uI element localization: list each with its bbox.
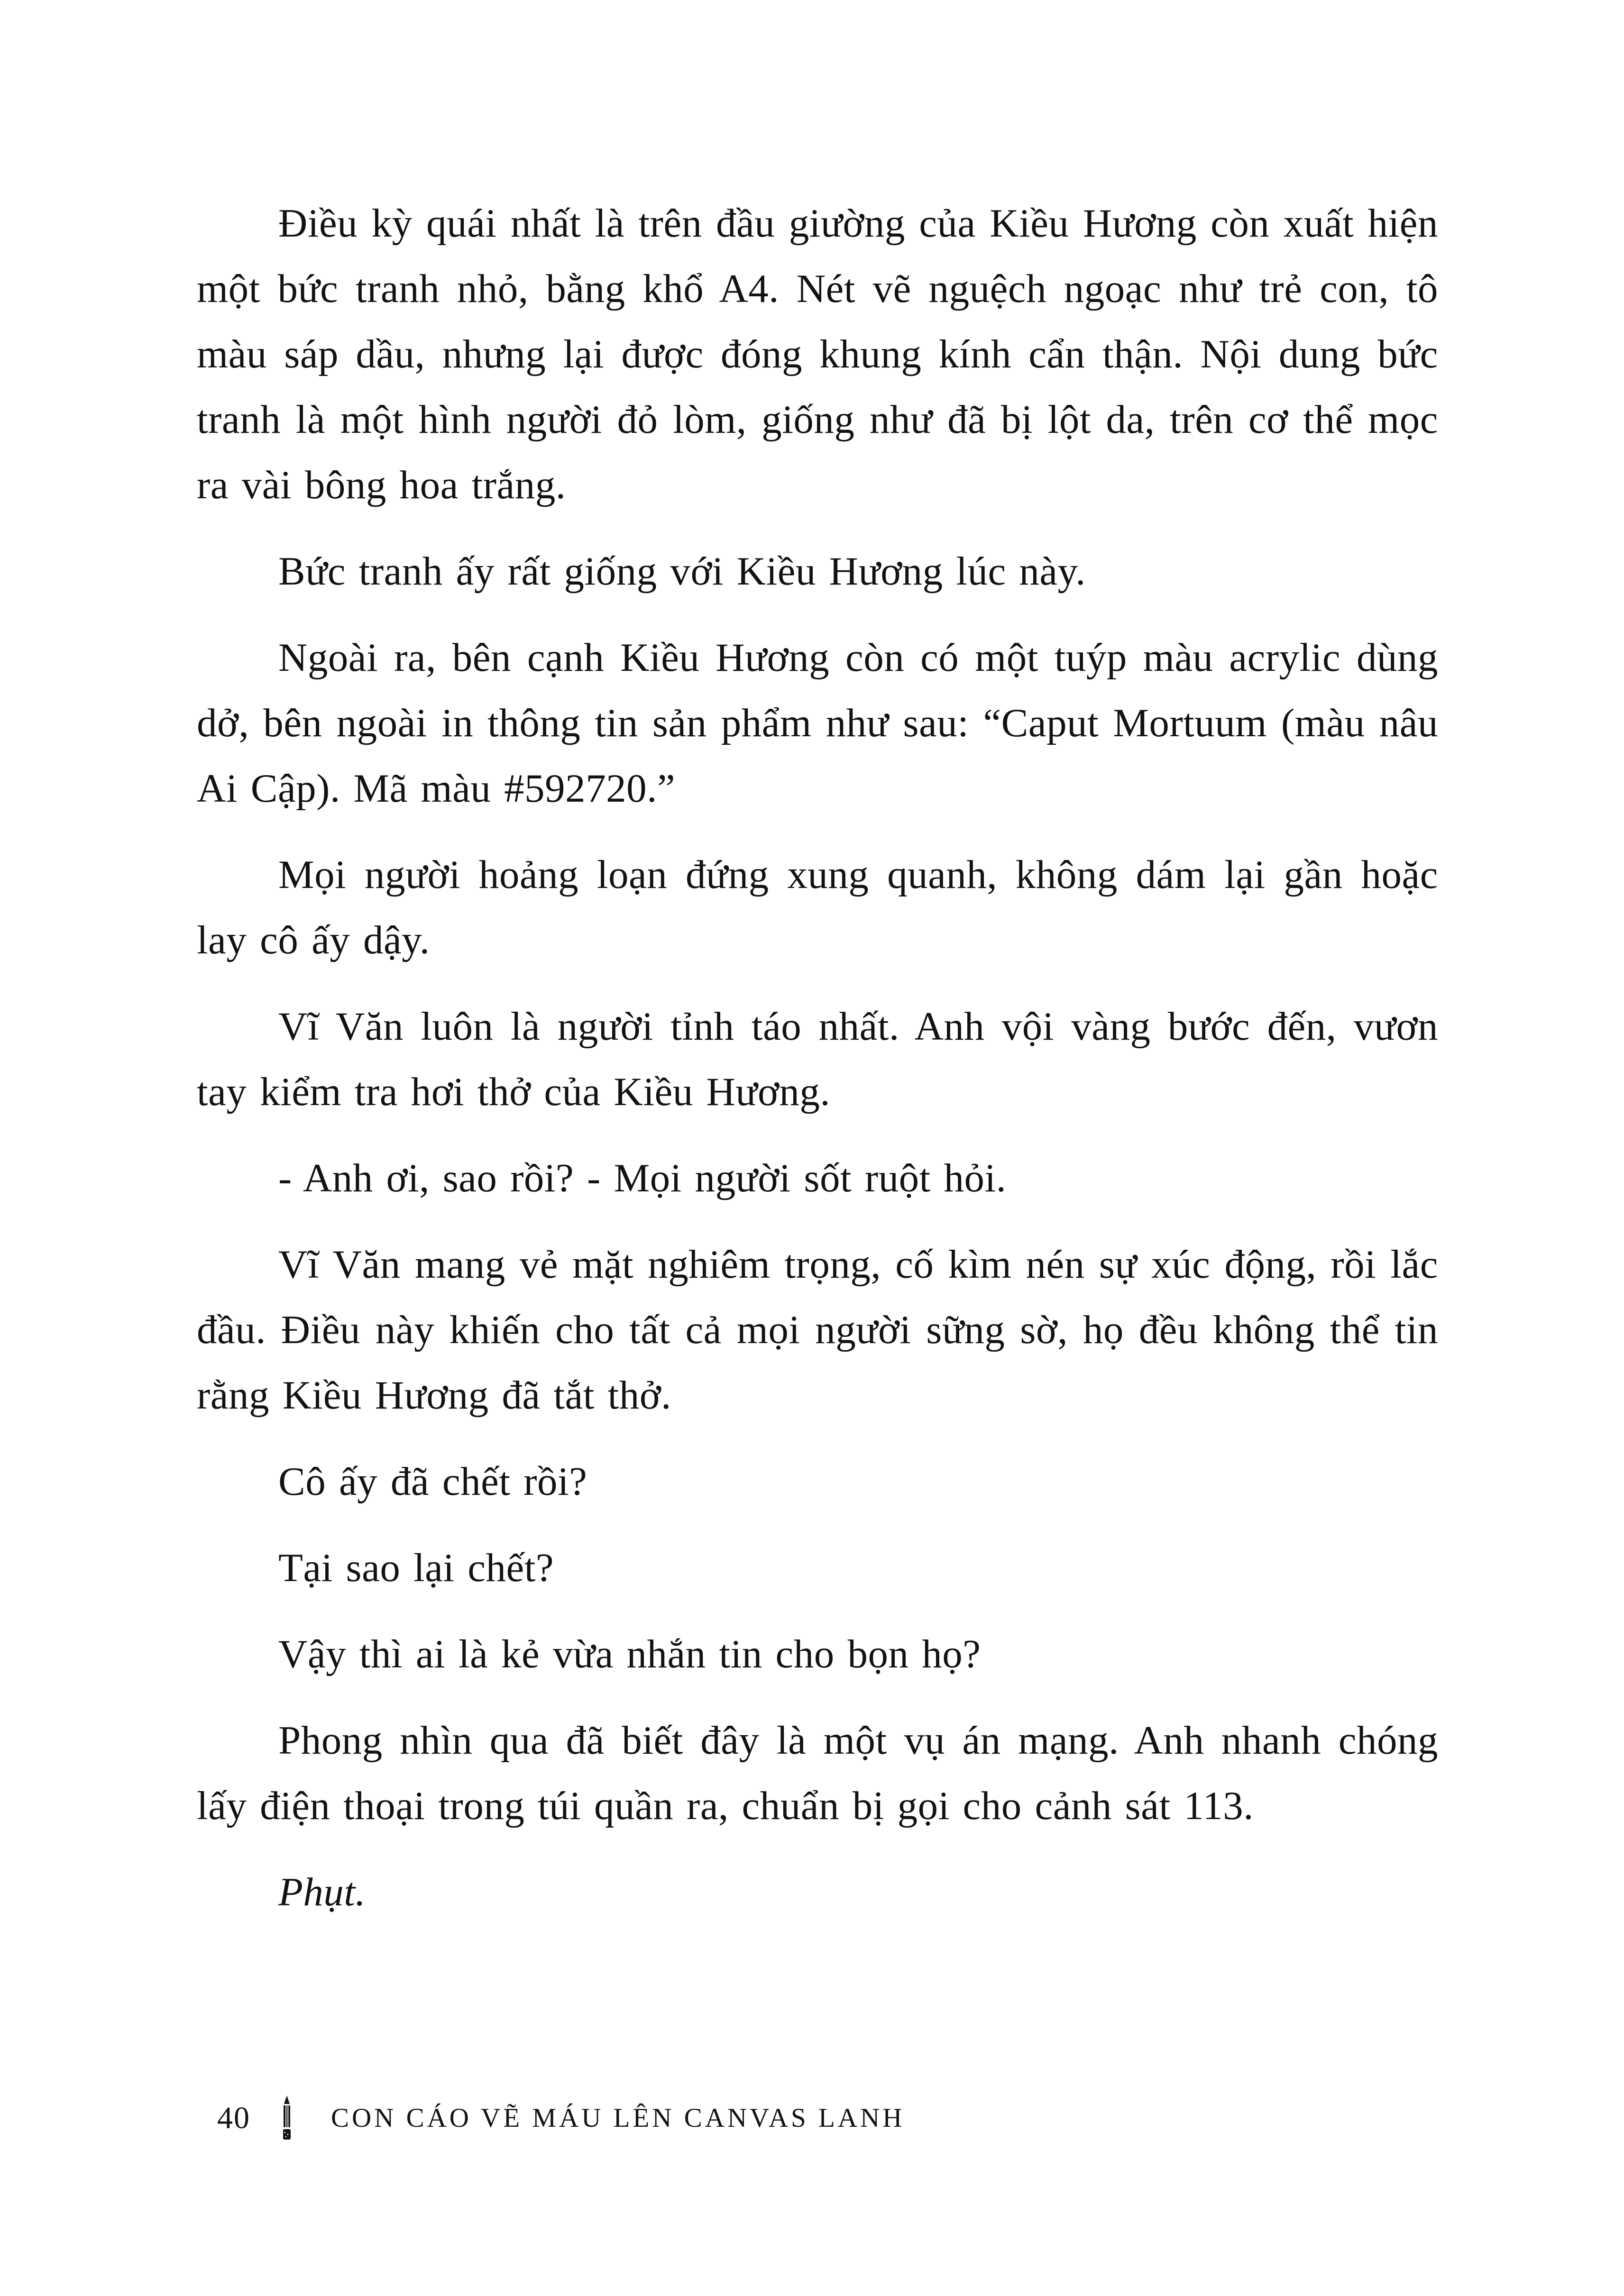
body-paragraph-dialogue: - Anh ơi, sao rồi? - Mọi người sốt ruột hỏi. — [278, 1156, 1007, 1200]
running-title: CON CÁO VẼ MÁU LÊN CANVAS LANH — [331, 2103, 905, 2133]
body-paragraph: Vậy thì ai là kẻ vừa nhắn tin cho bọn họ? — [278, 1632, 981, 1676]
body-paragraph: Cô ấy đã chết rồi? — [278, 1459, 587, 1504]
page-footer — [217, 2095, 905, 2142]
body-paragraph: Mọi người hoảng loạn đứng xung quanh, không dám lại gần hoặc lay cô ấy dậy. — [197, 852, 1438, 962]
body-paragraph: Bức tranh ấy rất giống với Kiều Hương lúc này. — [278, 549, 1086, 594]
page-number: 40 — [217, 2101, 250, 2135]
body-paragraph-sound-effect: Phụt. — [278, 1870, 366, 1914]
body-paragraph: Vĩ Văn luôn là người tỉnh táo nhất. Anh vội vàng bước đến, vươn tay kiểm tra hơi thở của Kiều Hương. — [197, 1004, 1438, 1114]
body-text — [197, 191, 1438, 1946]
body-paragraph: Ngoài ra, bên cạnh Kiều Hương còn có một tuýp màu acrylic dùng dở, bên ngoài in thông tin sản phẩm như sau: “Caput Mortuum (màu nâu Ai Cập). Mã màu #592720.” — [197, 635, 1438, 811]
body-paragraph: Vĩ Văn mang vẻ mặt nghiêm trọng, cố kìm nén sự xúc động, rồi lắc đầu. Điều này khiến cho tất cả mọi người sững sờ, họ đều không thể tin rằng Kiều Hương đã tắt thở. — [197, 1242, 1438, 1418]
body-paragraph: Phong nhìn qua đã biết đây là một vụ án mạng. Anh nhanh chóng lấy điện thoại trong túi quần ra, chuẩn bị gọi cho cảnh sát 113. — [197, 1718, 1438, 1828]
body-paragraph: Tại sao lại chết? — [278, 1546, 554, 1590]
body-paragraph: Điều kỳ quái nhất là trên đầu giường của Kiều Hương còn xuất hiện một bức tranh nhỏ, bằng khổ A4. Nét vẽ nguệch ngoạc như trẻ con, tô màu sáp dầu, nhưng lại được đóng khung kính cẩn thận. Nội dung bức tranh là một hình người đỏ lòm, giống như đã bị lột da, trên cơ thể mọc ra vài bông hoa trắng. — [197, 201, 1438, 507]
pencil-icon — [280, 2095, 294, 2141]
